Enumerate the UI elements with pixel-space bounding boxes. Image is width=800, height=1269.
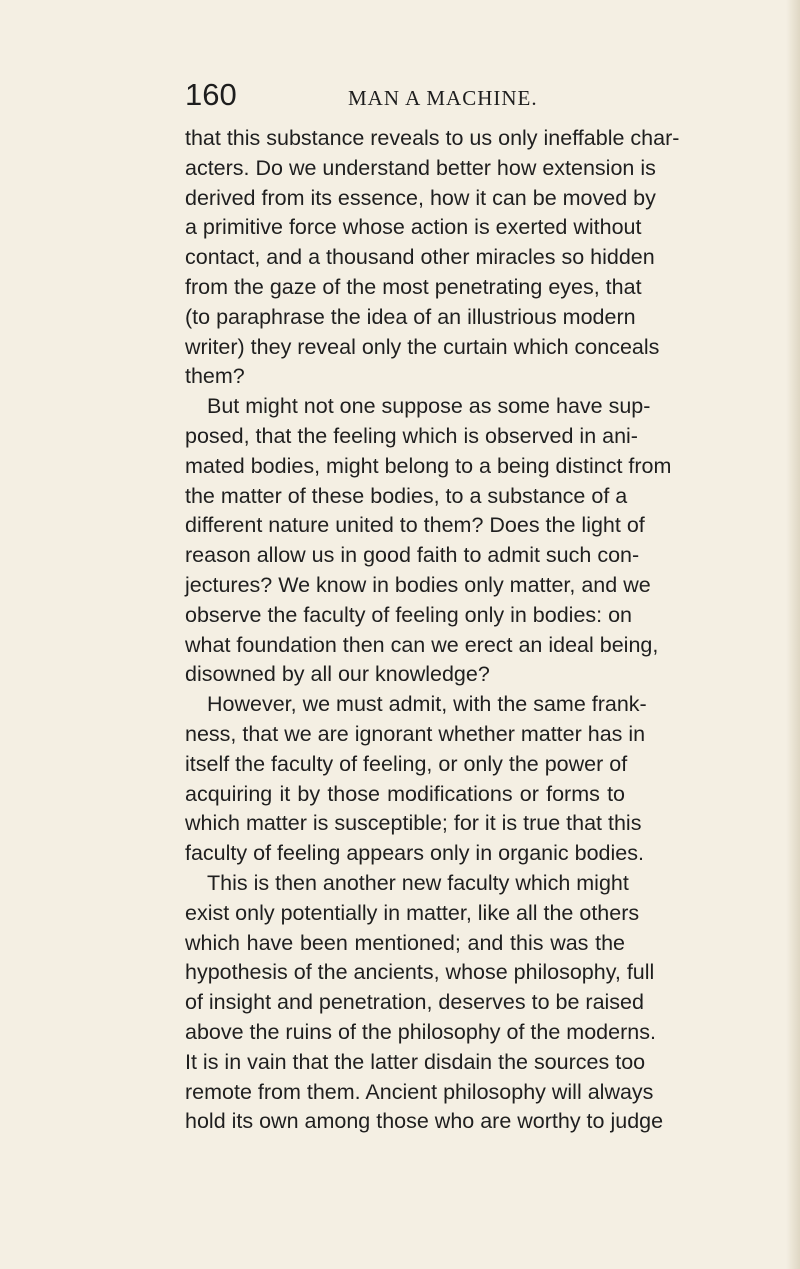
text-line: itself the faculty of feeling, or only the power of — [185, 751, 628, 776]
text-line: what foundation then can we erect an ideal being, — [185, 632, 659, 657]
text-line: mated bodies, might belong to a being distinct from — [185, 453, 672, 478]
page-header — [185, 75, 625, 115]
text-line: disowned by all our knowledge? — [185, 662, 490, 687]
text-line: them? — [185, 364, 245, 389]
text-line: which have been mentioned; and this was the — [185, 930, 625, 955]
text-line: contact, and a thousand other miracles so hidden — [185, 245, 655, 270]
text-line: different nature united to them? Does the light of — [185, 513, 645, 538]
text-line: of insight and penetration, deserves to be raised — [185, 990, 644, 1015]
text-line: writer) they reveal only the curtain which conceals — [185, 334, 660, 359]
text-line: posed, that the feeling which is observed in ani- — [185, 423, 638, 448]
text-line: faculty of feeling appears only in organic bodies. — [185, 841, 644, 866]
text-line: hold its own among those who are worthy to judge — [185, 1109, 664, 1134]
text-line: from the gaze of the most penetrating eyes, that — [185, 274, 642, 299]
text-line: hypothesis of the ancients, whose philosophy, full — [185, 960, 655, 985]
text-line: jectures? We know in bodies only matter, and we — [185, 572, 651, 597]
text-line: observe the faculty of feeling only in bodies: on — [185, 602, 633, 627]
text-line: remote from them. Ancient philosophy will always — [185, 1079, 654, 1104]
body-text — [185, 124, 680, 1137]
text-line: exist only potentially in matter, like all the others — [185, 900, 640, 925]
text-line: which matter is susceptible; for it is true that this — [185, 811, 642, 836]
text-line: ness, that we are ignorant whether matter has in — [185, 721, 646, 746]
text-line: the matter of these bodies, to a substance of a — [185, 483, 628, 508]
text-line: reason allow us in good faith to admit such con- — [185, 543, 640, 568]
text-line: acters. Do we understand better how extension is — [185, 155, 656, 180]
page-edge-shadow — [786, 0, 800, 1269]
text-line: acquiring it by those modifications or forms to — [185, 781, 625, 806]
text-line: But might not one suppose as some have sup- — [207, 394, 651, 419]
page-number: 160 — [185, 77, 237, 112]
text-line: This is then another new faculty which might — [207, 870, 629, 895]
text-line: However, we must admit, with the same frank- — [207, 692, 647, 717]
text-line: above the ruins of the philosophy of the moderns. — [185, 1019, 656, 1044]
text-line: It is in vain that the latter disdain the sources too — [185, 1049, 646, 1074]
text-line: derived from its essence, how it can be moved by — [185, 185, 656, 210]
text-line: a primitive force whose action is exerted without — [185, 215, 642, 240]
text-line: (to paraphrase the idea of an illustrious modern — [185, 304, 636, 329]
running-head: MAN A MACHINE. — [348, 86, 538, 110]
text-line: that this substance reveals to us only ineffable char- — [185, 126, 680, 150]
